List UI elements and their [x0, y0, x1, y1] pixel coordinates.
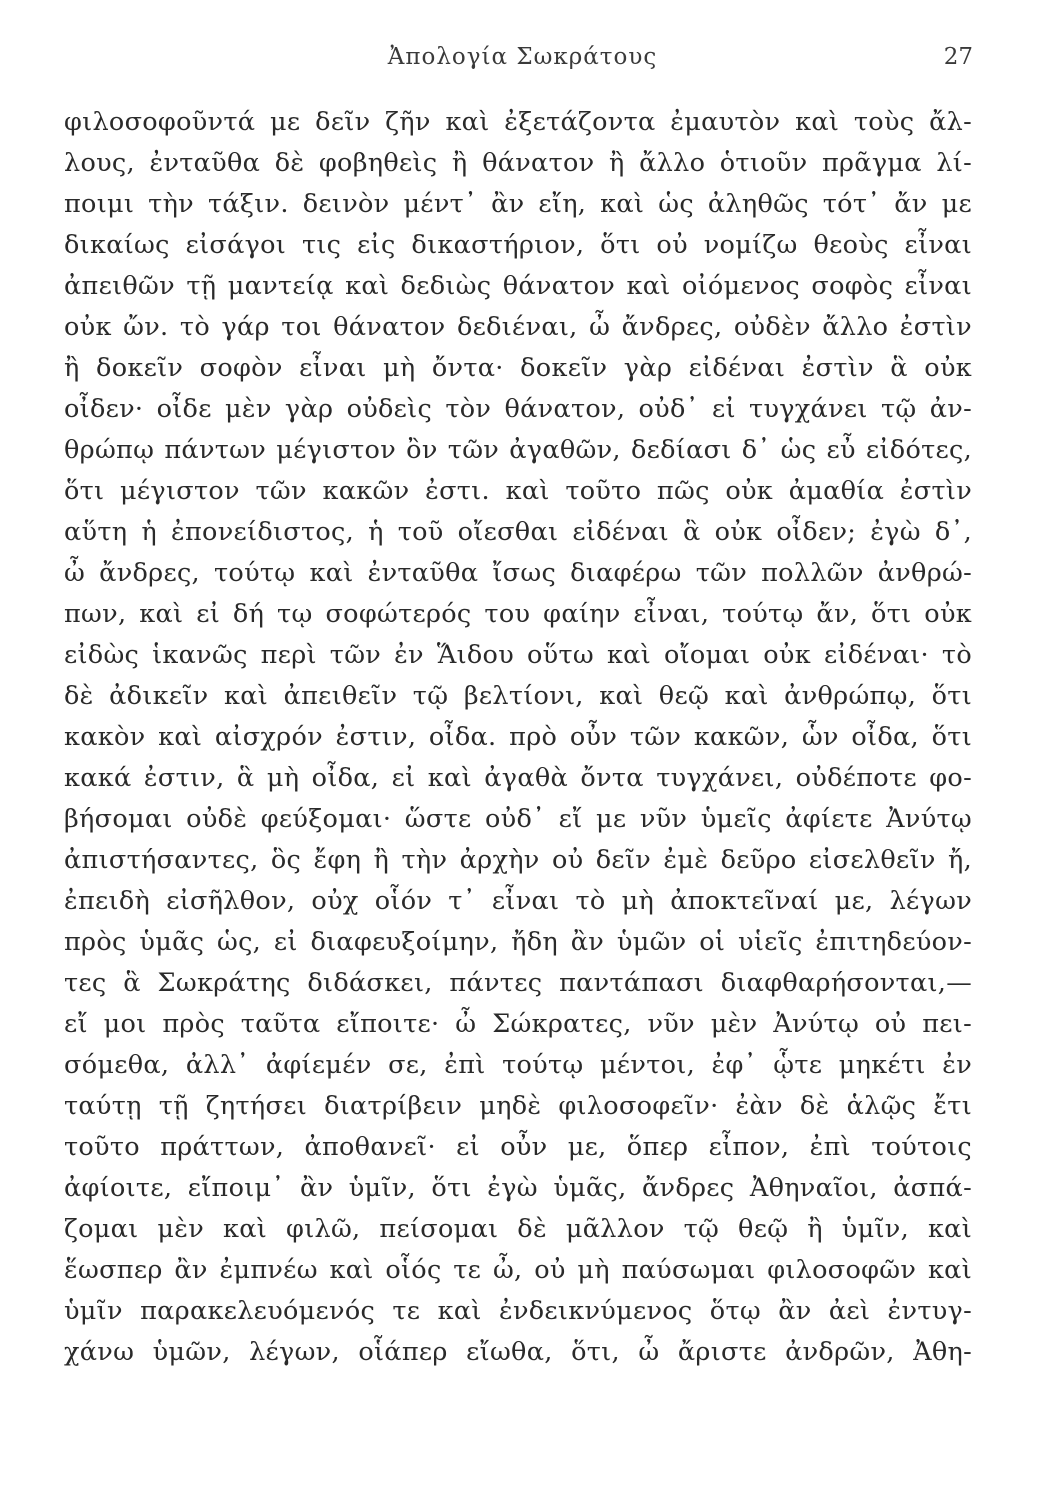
text-line: ὅτι μέγιστον τῶν κακῶν ἐστι. καὶ τοῦτο πῶς οὐκ ἀμαθία ἐστὶν: [64, 476, 972, 506]
text-line: πων, καὶ εἰ δή τῳ σοφώτερός του φαίην εἶναι, τούτῳ ἄν, ὅτι οὐκ: [64, 599, 972, 629]
text-line: σόμεθα, ἀλλ᾽ ἀφίεμέν σε, ἐπὶ τούτῳ μέντοι, ἐφ᾽ ᾧτε μηκέτι ἐν: [64, 1050, 972, 1080]
text-line: θρώπῳ πάντων μέγιστον ὂν τῶν ἀγαθῶν, δεδίασι δ᾽ ὡς εὖ εἰδότες,: [64, 435, 972, 465]
page-number: 27: [943, 44, 973, 70]
text-line: ἐπειδὴ εἰσῆλθον, οὐχ οἷόν τ᾽ εἶναι τὸ μὴ ἀποκτεῖναί με, λέγων: [64, 886, 972, 916]
text-line: δικαίως εἰσάγοι τις εἰς δικαστήριον, ὅτι οὐ νομίζω θεοὺς εἶναι: [64, 230, 972, 260]
text-line: ὦ ἄνδρες, τούτῳ καὶ ἐνταῦθα ἴσως διαφέρω τῶν πολλῶν ἀνθρώ-: [64, 558, 972, 588]
text-line: ἕωσπερ ἂν ἐμπνέω καὶ οἷός τε ὦ, οὐ μὴ παύσωμαι φιλοσοφῶν καὶ: [64, 1255, 972, 1285]
text-line: ὑμῖν παρακελευόμενός τε καὶ ἐνδεικνύμενος ὅτῳ ἂν ἀεὶ ἐντυγ-: [64, 1296, 972, 1326]
text-line: εἰδὼς ἱκανῶς περὶ τῶν ἐν Ἅιδου οὕτω καὶ οἴομαι οὐκ εἰδέναι· τὸ: [64, 640, 972, 670]
text-line: ζομαι μὲν καὶ φιλῶ, πείσομαι δὲ μᾶλλον τῷ θεῷ ἢ ὑμῖν, καὶ: [64, 1214, 972, 1244]
body-text: [64, 102, 972, 1373]
text-line: τοῦτο πράττων, ἀποθανεῖ· εἰ οὖν με, ὅπερ εἶπον, ἐπὶ τούτοις: [64, 1132, 972, 1162]
text-line: βήσομαι οὐδὲ φεύξομαι· ὥστε οὐδ᾽ εἴ με νῦν ὑμεῖς ἀφίετε Ἀνύτῳ: [64, 804, 972, 834]
text-line: κακὸν καὶ αἰσχρόν ἐστιν, οἶδα. πρὸ οὖν τῶν κακῶν, ὧν οἶδα, ὅτι: [64, 722, 972, 752]
text-line: ἢ δοκεῖν σοφὸν εἶναι μὴ ὄντα· δοκεῖν γὰρ εἰδέναι ἐστὶν ἃ οὐκ: [64, 353, 972, 383]
text-line: λους, ἐνταῦθα δὲ φοβηθεὶς ἢ θάνατον ἢ ἄλλο ὁτιοῦν πρᾶγμα λί-: [64, 148, 972, 178]
text-line: εἴ μοι πρὸς ταῦτα εἴποιτε· ὦ Σώκρατες, νῦν μὲν Ἀνύτῳ οὐ πει-: [64, 1009, 972, 1039]
text-line: φιλοσοφοῦντά με δεῖν ζῆν καὶ ἐξετάζοντα ἐμαυτὸν καὶ τοὺς ἄλ-: [64, 107, 972, 137]
text-line: οὐκ ὤν. τὸ γάρ τοι θάνατον δεδιέναι, ὦ ἄνδρες, οὐδὲν ἄλλο ἐστὶν: [64, 312, 972, 342]
text-line: τες ἃ Σωκράτης διδάσκει, πάντες παντάπασι διαφθαρήσονται,—: [64, 968, 972, 998]
text-line: πρὸς ὑμᾶς ὡς, εἰ διαφευξοίμην, ἤδη ἂν ὑμῶν οἱ υἱεῖς ἐπιτηδεύον-: [64, 927, 972, 957]
text-line: οἶδεν· οἶδε μὲν γὰρ οὐδεὶς τὸν θάνατον, οὐδ᾽ εἰ τυγχάνει τῷ ἀν-: [64, 394, 972, 424]
text-line: χάνω ὑμῶν, λέγων, οἷάπερ εἴωθα, ὅτι, ὦ ἄριστε ἀνδρῶν, Ἀθη-: [64, 1337, 972, 1367]
text-line: ἀπιστήσαντες, ὃς ἔφη ἢ τὴν ἀρχὴν οὐ δεῖν ἐμὲ δεῦρο εἰσελθεῖν ἤ,: [64, 845, 972, 875]
page-header: [0, 40, 1045, 80]
text-line: ποιμι τὴν τάξιν. δεινὸν μέντ᾽ ἂν εἴη, καὶ ὡς ἀληθῶς τότ᾽ ἄν με: [64, 189, 972, 219]
text-line: ταύτῃ τῇ ζητήσει διατρίβειν μηδὲ φιλοσοφεῖν· ἐὰν δὲ ἁλῷς ἔτι: [64, 1091, 972, 1121]
text-line: ἀπειθῶν τῇ μαντείᾳ καὶ δεδιὼς θάνατον καὶ οἰόμενος σοφὸς εἶναι: [64, 271, 972, 301]
running-head: Ἀπολογία Σωκράτους: [387, 44, 658, 70]
text-line: κακά ἐστιν, ἃ μὴ οἶδα, εἰ καὶ ἀγαθὰ ὄντα τυγχάνει, οὐδέποτε φο-: [64, 763, 972, 793]
text-line: ἀφίοιτε, εἴποιμ᾽ ἂν ὑμῖν, ὅτι ἐγὼ ὑμᾶς, ἄνδρες Ἀθηναῖοι, ἀσπά-: [64, 1173, 972, 1203]
text-line: δὲ ἀδικεῖν καὶ ἀπειθεῖν τῷ βελτίονι, καὶ θεῷ καὶ ἀνθρώπῳ, ὅτι: [64, 681, 972, 711]
text-line: αὕτη ἡ ἐπονείδιστος, ἡ τοῦ οἴεσθαι εἰδέναι ἃ οὐκ οἶδεν; ἐγὼ δ᾽,: [64, 517, 972, 547]
